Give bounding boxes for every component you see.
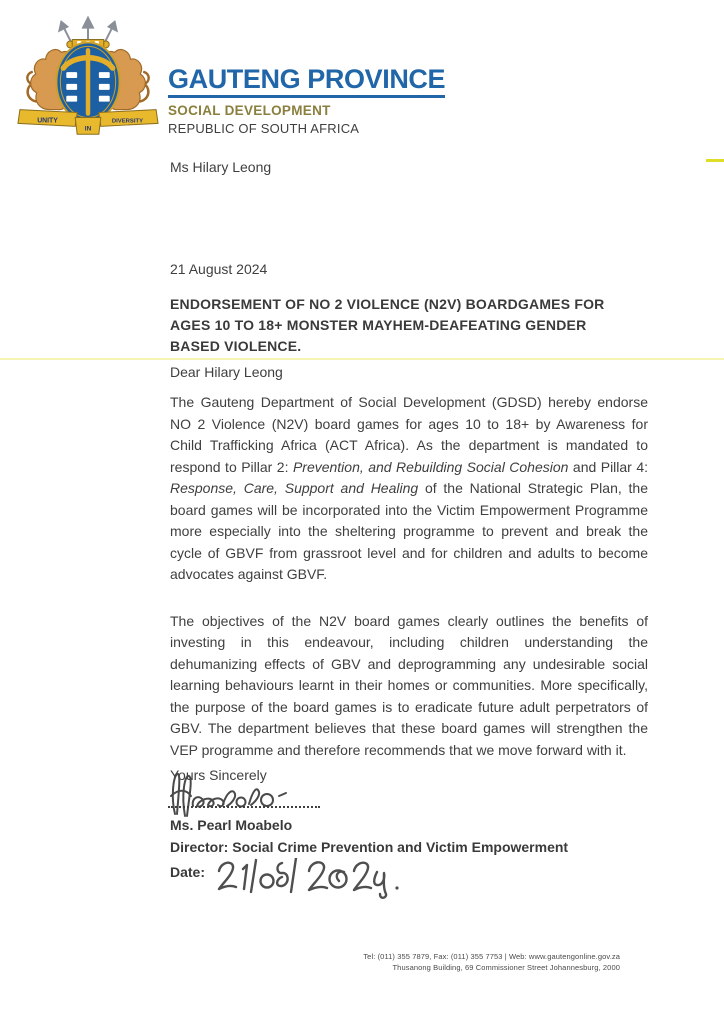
closing-phrase: Yours Sincerely [170,767,267,783]
letter-body [170,392,648,786]
recipient-name: Ms Hilary Leong [170,159,272,175]
footer-line1: Tel: (011) 355 7879, Fax: (011) 355 7753 | Web: www.gautengonline.gov.za [363,952,620,961]
department-name: SOCIAL DEVELOPMENT [168,103,331,118]
signature-date-row [170,858,403,900]
letter-date: 21 August 2024 [170,261,268,277]
footer-contact [363,951,620,973]
body-paragraph: The objectives of the N2V board games clearly outlines the benefits of investing in this endeavour, including children understanding the dehumanizing effects of GBV and deprogramming any undesirable social learning behaviours learnt in their homes or communities. More specifically, the purpose of the board games is to eradicate future adult perpetrators of GBV. The department believes that these board games will strengthen the VEP programme and therefore recommends that we move forward with it. [170,612,648,758]
subject-line: AGES 10 TO 18+ MONSTER MAYHEM-DEAFEATING GENDER [170,317,587,333]
subject-line: BASED VIOLENCE. [170,338,302,354]
motto-diversity: DIVERSITY [111,118,144,125]
scan-yellow-dash [706,159,724,162]
motto-unity: UNITY [37,117,58,125]
scan-yellow-line [0,358,724,360]
gauteng-coat-of-arms-icon [14,16,162,140]
handwritten-date [213,858,403,900]
letterhead [168,66,445,136]
shield-icon [56,42,119,121]
signatory-title: Director: Social Crime Prevention and Victim Empowerment [170,839,569,855]
subject-heading [170,294,648,357]
date-label: Date: [170,864,206,880]
signature-line [168,806,320,808]
salutation: Dear Hilary Leong [170,364,283,380]
handwritten-signature [165,770,325,818]
footer-line2: Thusanong Building, 69 Commissioner Street Johannesburg, 2000 [392,963,620,972]
province-title: GAUTENG PROVINCE [168,66,445,98]
country-name: REPUBLIC OF SOUTH AFRICA [168,121,360,136]
motto-in: IN [84,125,92,133]
body-paragraph: The Gauteng Department of Social Development (GDSD) hereby endorse NO 2 Violence (N2V) board games for ages 10 to 18+ by Awareness for Child Trafficking Africa (ACT Africa). As the department is mandated to respond to Pillar 2: Prevention, and Rebuilding Social Cohesion and Pillar 4: Response, Care, Support and Healing of the National Strategic Plan, the board games will be incorporated into the Victim Empowerment Programme more especially into the sheltering programme to prevent and break the cycle of GBVF from grassroot level and for children and adults to become advocates against GBVF. [170,394,648,582]
signatory-name: Ms. Pearl Moabelo [170,817,293,833]
subject-line: ENDORSEMENT OF NO 2 VIOLENCE (N2V) BOARDGAMES FOR [170,296,605,312]
